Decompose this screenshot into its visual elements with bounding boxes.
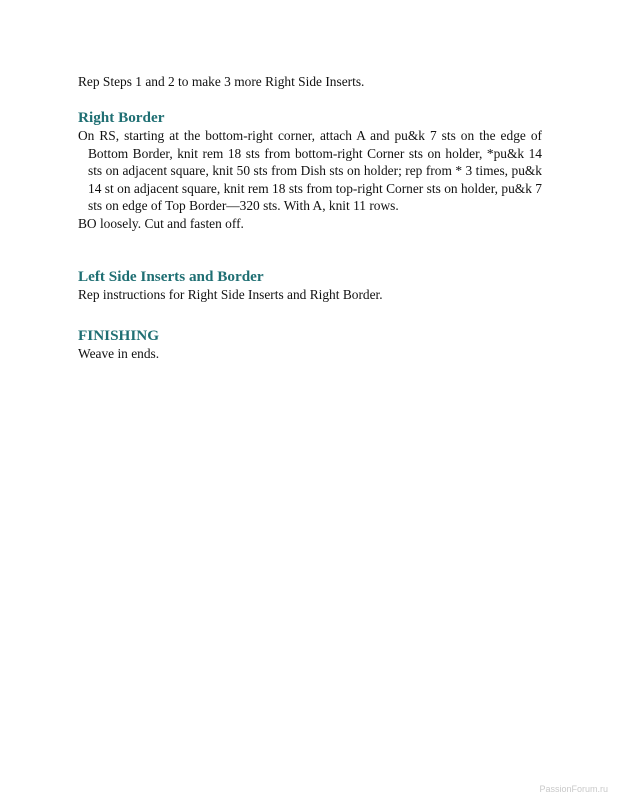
section-heading-left-side-inserts: Left Side Inserts and Border (78, 268, 264, 285)
right-border-instructions: On RS, starting at the bottom-right corner, attach A and pu&k 7 sts on the edge of Bottom Border, knit rem 18 sts from bottom-right Corner sts on holder, *pu&k 14 sts on adjacent square, knit 50 sts from Dish sts on holder; rep from * 3 times, pu&k 14 st on adjacent square, knit rem 18 sts from top-right Corner sts on holder, pu&k 7 sts on edge of Top Border—320 sts. With A, knit 11 rows. (78, 128, 542, 214)
section-heading-finishing: FINISHING (78, 327, 160, 344)
section-heading-right-border: Right Border (78, 109, 165, 126)
left-side-instructions: Rep instructions for Right Side Inserts and Right Border. (78, 287, 383, 302)
finishing-instructions: Weave in ends. (78, 346, 160, 361)
section-left-side-inserts (78, 268, 542, 304)
intro-paragraph: Rep Steps 1 and 2 to make 3 more Right Side Inserts. (78, 74, 365, 89)
right-border-bind-off: BO loosely. Cut and fasten off. (78, 215, 244, 231)
watermark: PassionForum.ru (539, 784, 608, 794)
section-right-border (78, 109, 542, 233)
section-finishing (78, 327, 542, 363)
